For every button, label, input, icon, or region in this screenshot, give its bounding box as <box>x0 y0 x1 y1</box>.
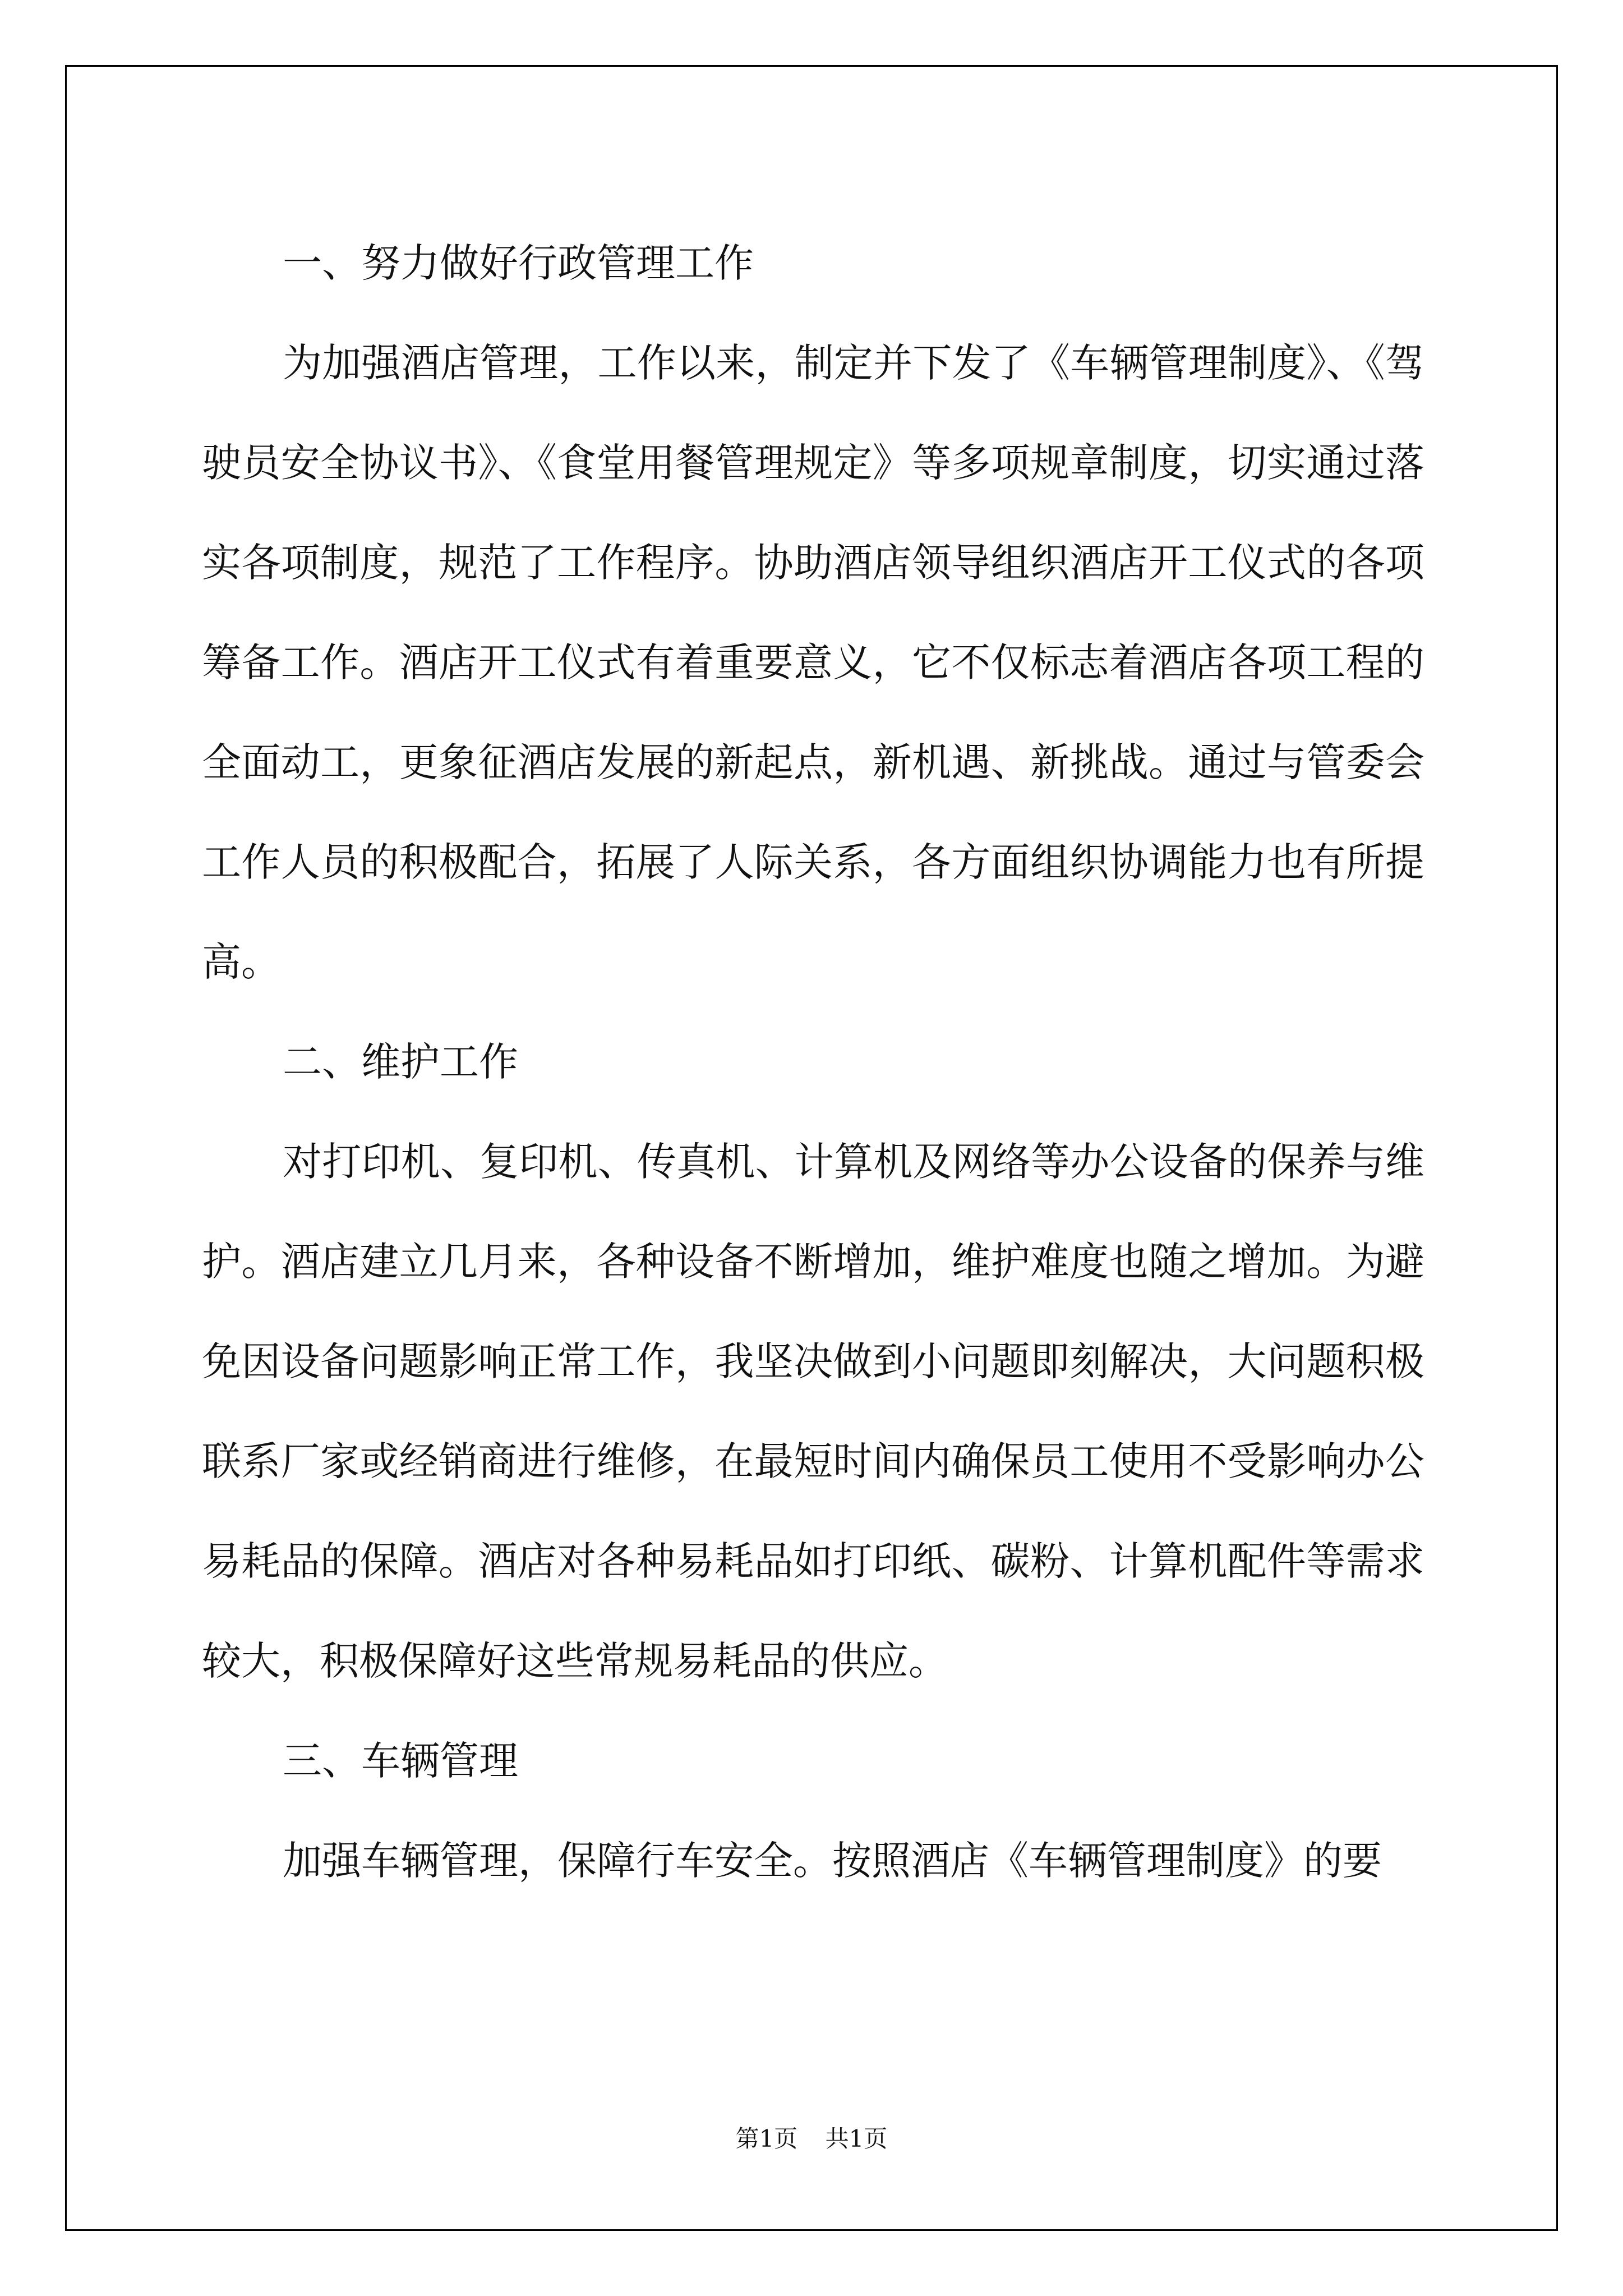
section-paragraph-3: 加强车辆管理，保障行车安全。按照酒店《车辆管理制度》的要 <box>283 1838 1382 1884</box>
section-paragraph-1: 为加强酒店管理，工作以来，制定并下发了《车辆管理制度》、《驾驶员安全协议书》、《食堂用餐管理规定》等多项规章制度，切实通过落实各项制度，规范了工作程序。协助酒店领导组织酒店开工仪式的各项筹备工作。酒店开工仪式有着重要意义，它不仅标志着酒店各项工程的全面动工，更象征酒店发展的新起点，新机遇、新挑战。通过与管委会工作人员的积极配合，拓展了人际关系，各方面组织协调能力也有所提高。 <box>202 340 1424 985</box>
page-footer <box>0 2120 1623 2154</box>
section-paragraph-2: 对打印机、复印机、传真机、计算机及网络等办公设备的保养与维护。酒店建立几月来，各种设备不断增加，维护难度也随之增加。为避免因设备问题影响正常工作，我坚决做到小问题即刻解决，大问题积极联系厂家或经销商进行维修，在最短时间内确保员工使用不受影响办公易耗品的保障。酒店对各种易耗品如打印纸、碳粉、计算机配件等需求较大，积极保障好这些常规易耗品的供应。 <box>202 1139 1424 1684</box>
section-heading-2: 二、维护工作 <box>283 1039 518 1085</box>
section-heading-3: 三、车辆管理 <box>283 1738 518 1784</box>
page-number-total: 共1页 <box>825 2125 888 2152</box>
page-number-current: 第1页 <box>735 2125 798 2152</box>
document-body <box>202 213 1424 1911</box>
section-heading-1: 一、努力做好行政管理工作 <box>283 240 754 286</box>
